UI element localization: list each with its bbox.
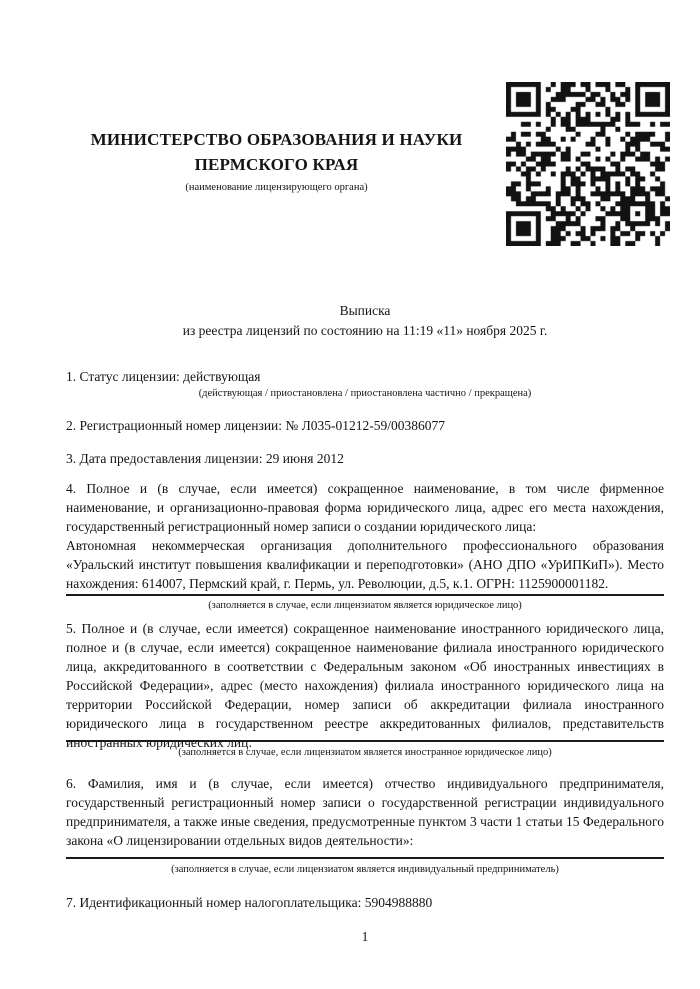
blank-field-line-entrepreneur [66, 857, 664, 859]
item-2-registration-number: 2. Регистрационный номер лицензии: № Л035-01212-59/00386077 [66, 418, 446, 433]
ministry-name-line2: ПЕРМСКОГО КРАЯ [194, 155, 359, 174]
page-number: 1 [361, 929, 369, 944]
entrepreneur-caption: (заполняется в случае, если лицензиатом является индивидуальный предприниматель) [171, 864, 559, 875]
licensing-authority-header [66, 127, 487, 194]
license-status-options-caption: (действующая / приостановлена / приостановлена частично / прекращена) [198, 388, 532, 399]
item-5-foreign-entity-intro: 5. Полное и (в случае, если имеется) сокращенное наименование иностранного юридического лица, полное и (в случае, если имеется) сокращенное наименование филиала иностранного юридического лица, аккредитованного в соответствии с Федеральным законом «Об иностранных инвестициях в Российской Федерации», адрес (место нахождения) филиала иностранного юридического лица на территории Российской Федерации, номер записи об аккредитации филиала иностранного юридического лица в государственном реестре аккредитованных филиалов, представительств иностранных юридических лиц: [66, 621, 664, 750]
qr-code-icon [506, 82, 670, 246]
item-7-taxpayer-number: 7. Идентификационный номер налогоплательщика: 5904988880 [66, 895, 433, 910]
blank-field-line-legal-entity [66, 594, 664, 596]
item-4-legal-entity-intro: 4. Полное и (в случае, если имеется) сокращенное наименование, в том числе фирменное наименование, и организационно-правовая форма юридического лица, адрес его места нахождения, государственный регистрационный номер записи о создании юридического лица: [66, 481, 664, 534]
legal-entity-caption: (заполняется в случае, если лицензиатом является юридическое лицо) [208, 600, 522, 611]
extract-title-block [66, 301, 664, 340]
ministry-name-line1: МИНИСТЕРСТВО ОБРАЗОВАНИЯ И НАУКИ [90, 130, 463, 149]
extract-title: Выписка [339, 303, 391, 318]
item-1-license-status: 1. Статус лицензии: действующая [66, 369, 261, 384]
item-4-legal-entity-value: Автономная некоммерческая организация дополнительного профессионального образования «Уральский институт повышения квалификации и переподготовки» (АНО ДПО «УрИПКиП»). Место нахождения: 614007, Пермский край, г. Пермь, ул. Революции, д.5, к.1. ОГРН: 1125900001182. [66, 538, 664, 591]
extract-subtitle: из реестра лицензий по состоянию на 11:19 «11» ноября 2025 г. [182, 322, 548, 338]
licensing-authority-caption: (наименование лицензирующего органа) [185, 182, 368, 193]
item-3-grant-date: 3. Дата предоставления лицензии: 29 июня 2012 [66, 451, 344, 466]
item-6-entrepreneur-intro: 6. Фамилия, имя и (в случае, если имеется) отчество индивидуального предпринимателя, государственный регистрационный номер записи о государственной регистрации индивидуального предпринимателя, а также иные сведения, предусмотренные пунктом 3 части 1 статьи 15 Федерального закона «О лицензировании отдельных видов деятельности»: [66, 776, 664, 848]
foreign-entity-caption: (заполняется в случае, если лицензиатом является иностранное юридическое лицо) [178, 747, 552, 758]
blank-field-line-foreign-entity [66, 740, 664, 742]
